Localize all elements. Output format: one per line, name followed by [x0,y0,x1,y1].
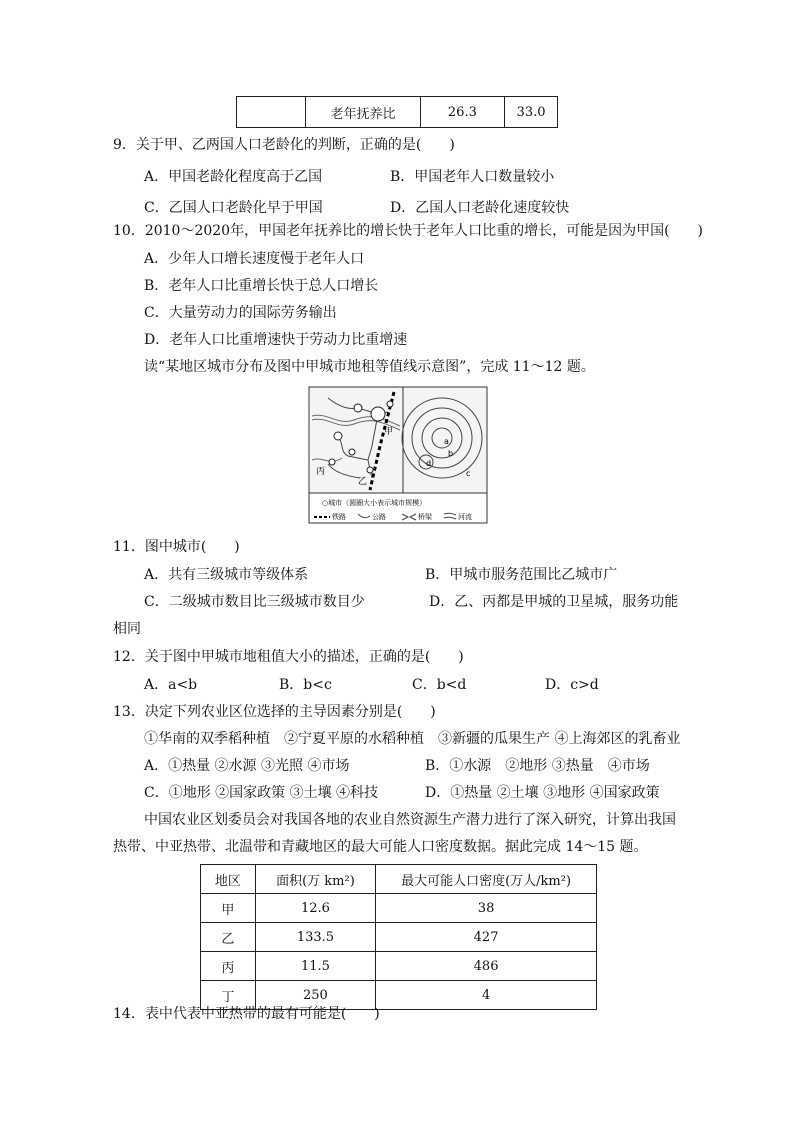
legend-city: ○城市（圆圈大小表示城市规模） [322,499,427,507]
table-cell: 133.5 [255,923,375,952]
question-13-option-b: B．①水源 ②地形 ③热量 ④市场 [425,758,650,774]
question-13-option-a: A．①热量 ②水源 ③光照 ④市场 [144,758,350,774]
table-cell: 甲 [201,894,256,923]
city-marker [329,459,335,465]
table-cell: 丁 [201,981,256,1010]
label-jia: 甲 [384,427,394,437]
population-table-fragment [236,96,558,128]
question-12-option-d: D．c>d [545,677,599,693]
table-header-region: 地区 [201,865,256,894]
label-d: d [426,459,432,468]
label-a: a [444,437,449,446]
table-header-density: 最大可能人口密度(万人/km²) [376,865,597,894]
question-12-option-c: C．b<d [412,677,467,693]
question-9-option-d: D．乙国人口老龄化速度较快 [390,200,570,216]
question-13-items: ①华南的双季稻种植 ②宁夏平原的水稻种植 ③新疆的瓜果生产 ④上海郊区的乳畜业 [144,731,681,747]
label-b: b [448,449,454,458]
label-c: c [466,469,471,478]
question-14-stem: 14．表中代表中亚热带的最有可能是( ) [113,1006,380,1022]
question-11-option-a: A．共有三级城市等级体系 [144,567,309,583]
population-density-table [200,864,597,1010]
table-cell-value: 26.3 [420,97,505,128]
question-9-option-c: C．乙国人口老龄化早于甲国 [144,200,323,216]
table-cell: 4 [376,981,597,1010]
question-13-option-d: D．①热量 ②土壤 ③地形 ④国家政策 [425,785,660,801]
table-row [237,97,558,128]
question-11-option-d: D．乙、丙都是甲城的卫星城，服务功能 [429,594,679,610]
table-cell: 乙 [201,923,256,952]
table-cell: 11.5 [255,952,375,981]
table-cell: 12.6 [255,894,375,923]
question-10-option-a: A．少年人口增长速度慢于老年人口 [144,251,365,267]
table-row [201,894,597,923]
question-11-option-b: B．甲城市服务范围比乙城市广 [425,567,618,583]
intro-14-15-line1: 中国农业区划委员会对我国各地的农业自然资源生产潜力进行了深入研究，计算出我国 [144,812,676,828]
city-marker [334,432,342,440]
question-9-option-b: B．甲国老年人口数量较小 [390,169,555,185]
question-12-stem: 12．关于图中甲城市地租值大小的描述，正确的是( ) [113,649,464,665]
legend-bridge: 桥梁 [418,513,432,521]
question-13-stem: 13．决定下列农业区位选择的主导因素分别是( ) [113,704,436,720]
table-cell-value: 33.0 [505,97,558,128]
question-13-option-c: C．①地形 ②国家政策 ③土壤 ④科技 [144,785,379,801]
label-yi: 乙 [358,477,368,487]
legend-road: 公路 [372,513,386,521]
intro-11-12: 读“某地区城市分布及图中甲城市地租等值线示意图”，完成 11～12 题。 [144,359,595,375]
city-marker [387,401,393,407]
table-cell: 486 [376,952,597,981]
table-cell-label: 老年抚养比 [306,97,420,128]
city-marker [367,467,373,473]
question-10-option-b: B．老年人口比重增长快于总人口增长 [144,278,379,294]
question-12-option-b: B．b<c [279,677,332,693]
city-marker [371,407,385,421]
table-cell: 427 [376,923,597,952]
table-cell: 丙 [201,952,256,981]
question-9-option-a: A．甲国老龄化程度高于乙国 [144,169,323,185]
city-marker [354,404,362,412]
table-row [201,952,597,981]
label-bing: 丙 [316,467,326,477]
table-cell: 250 [255,981,375,1010]
question-12-option-a: A．a<b [144,677,198,693]
table-cell: 38 [376,894,597,923]
question-11-option-c: C．二级城市数目比三级城市数目少 [144,594,365,610]
legend-river: 河流 [458,513,472,521]
table-row [201,923,597,952]
city-marker [349,449,355,455]
question-10-option-d: D．老年人口比重增速快于劳动力比重增速 [144,332,408,348]
table-header-area: 面积(万 km²) [255,865,375,894]
city-map-figure [308,386,488,524]
table-header-row [201,865,597,894]
legend-railway: 铁路 [332,513,346,521]
question-11-option-d-continued: 相同 [113,621,141,637]
question-10-option-c: C．大量劳动力的国际劳务输出 [144,305,337,321]
question-10-stem: 10．2010～2020年，甲国老年抚养比的增长快于老年人口比重的增长，可能是因为甲国( ) [113,223,703,239]
question-11-stem: 11．图中城市( ) [113,539,240,555]
question-9-stem: 9．关于甲、乙两国人口老龄化的判断，正确的是( ) [113,137,455,153]
table-cell-empty [237,97,306,128]
intro-14-15-line2: 热带、中亚热带、北温带和青藏地区的最大可能人口密度数据。据此完成 14～15 题。 [113,839,648,855]
